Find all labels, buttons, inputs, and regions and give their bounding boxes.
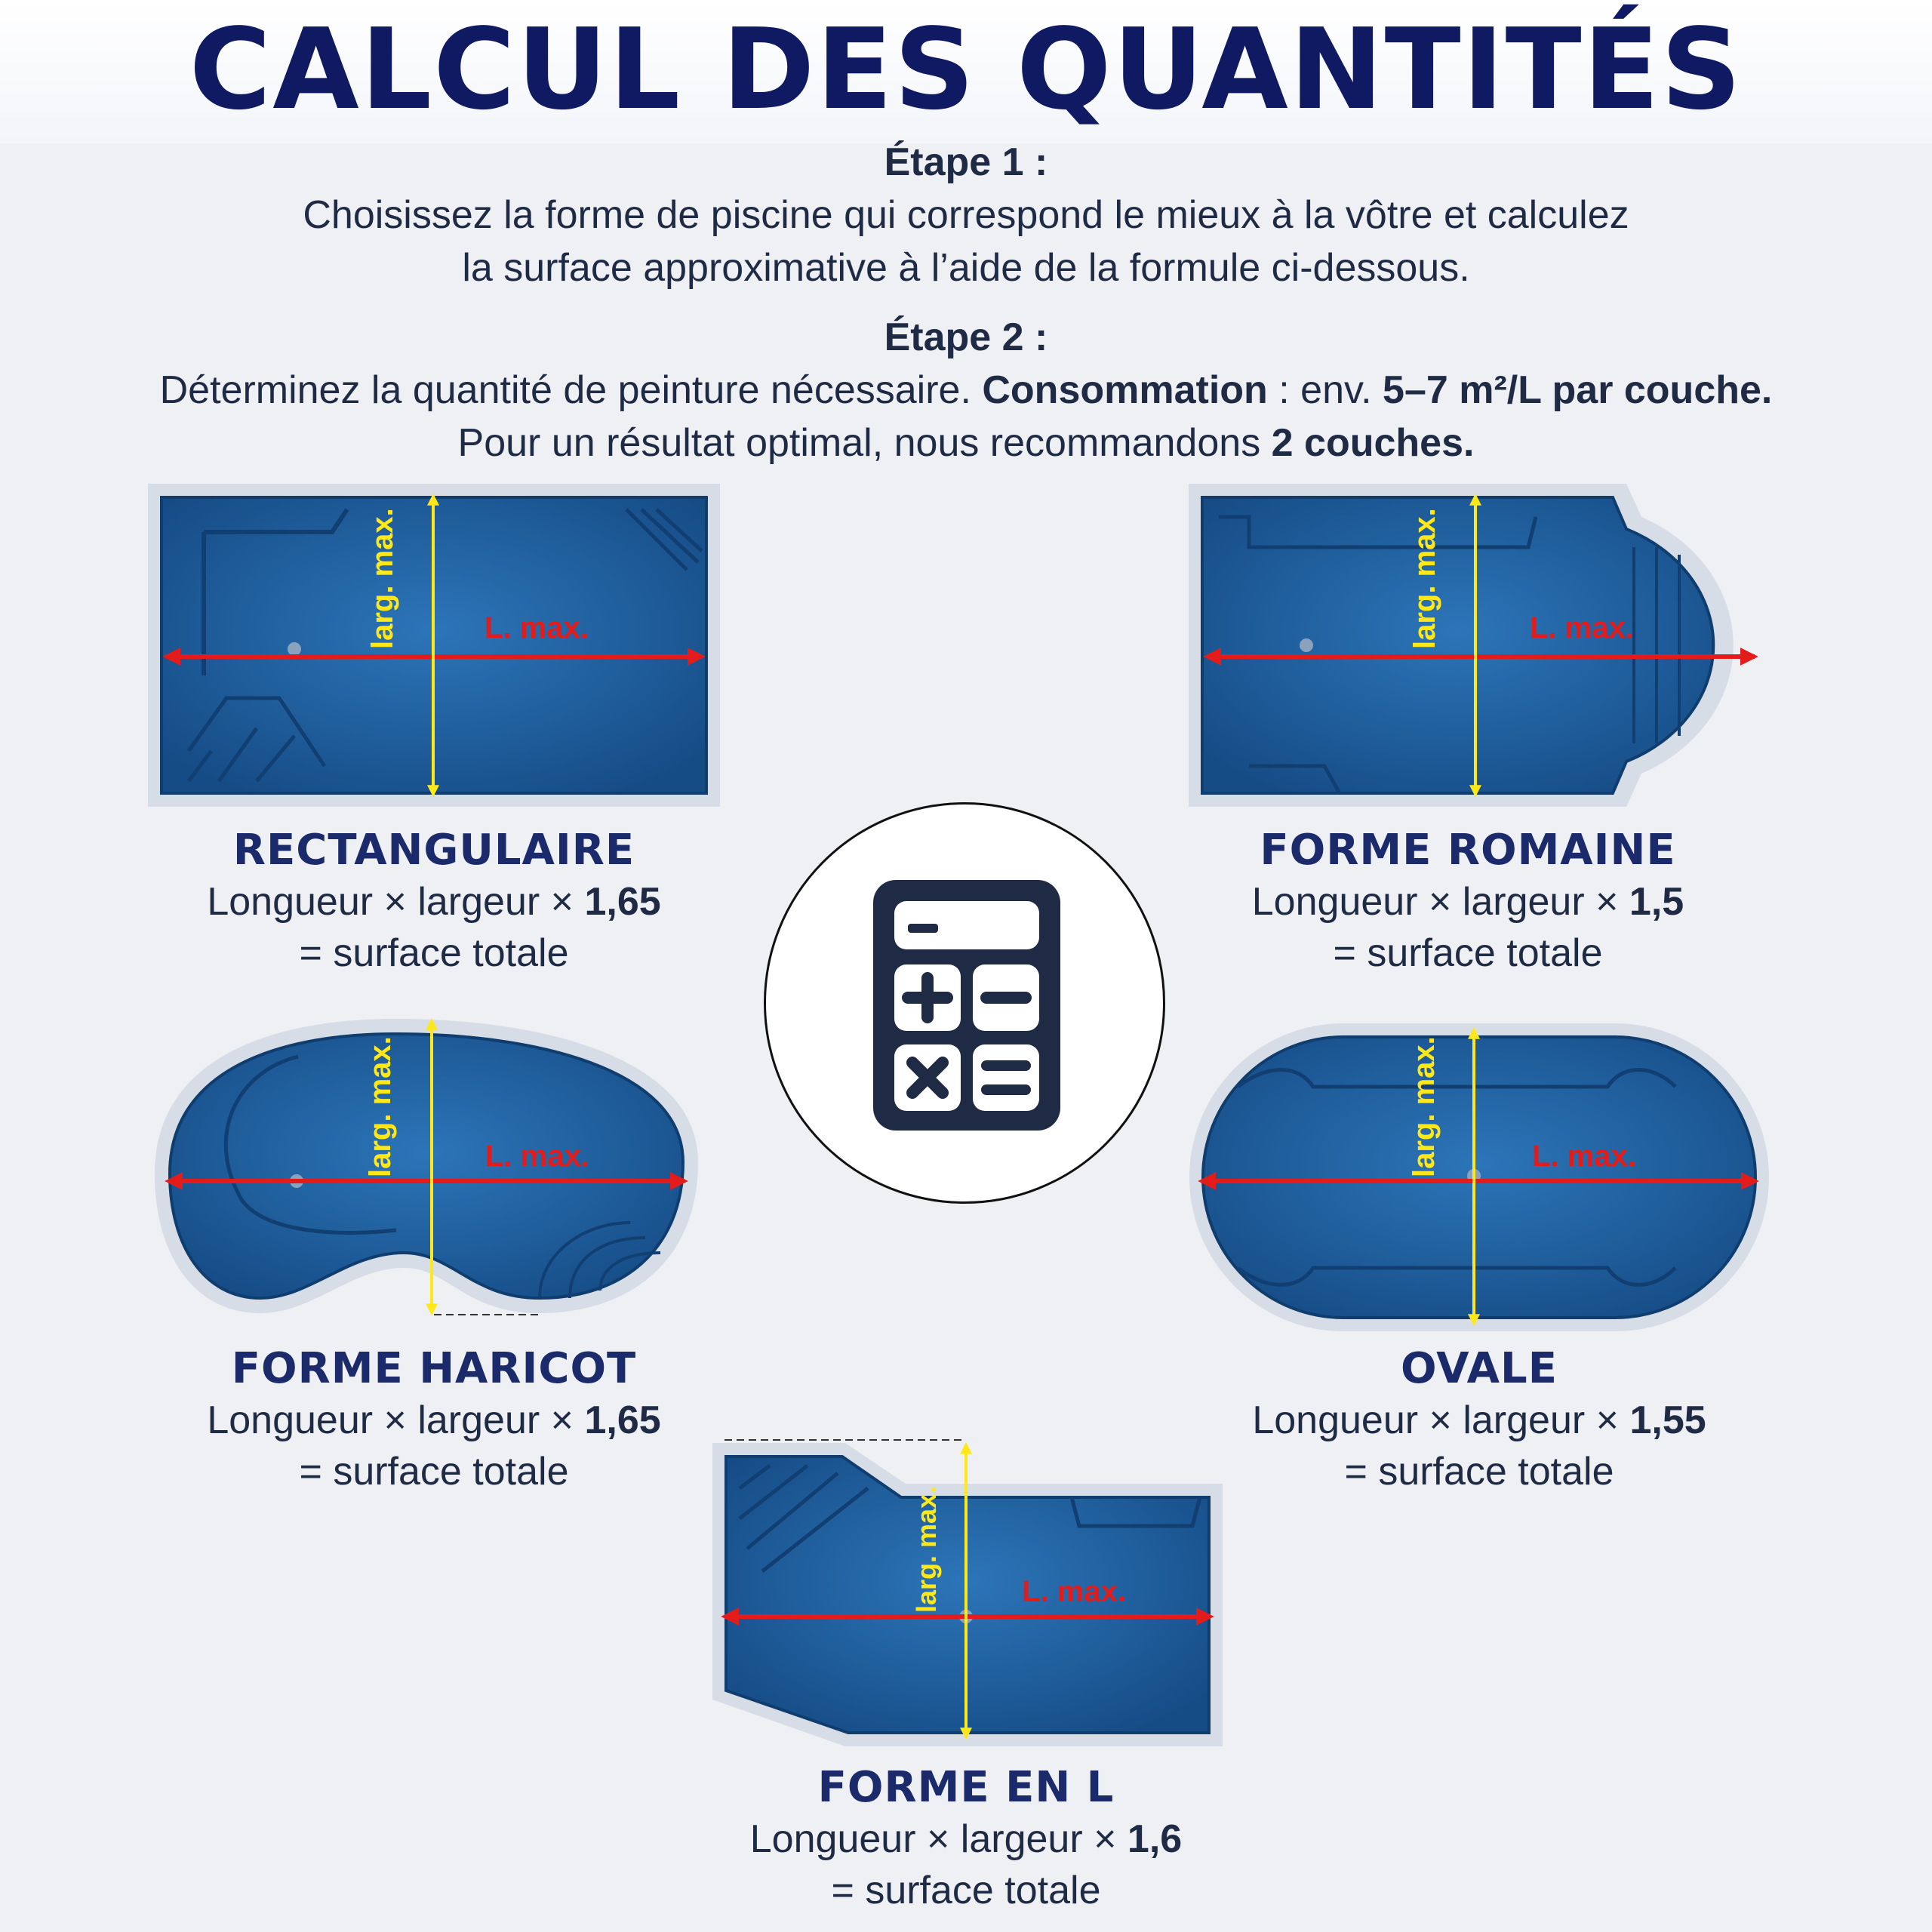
width-label: larg. max. [911, 1485, 942, 1613]
shape-result: = surface totale [299, 931, 569, 975]
width-label: larg. max. [1407, 1036, 1441, 1177]
step2-text-b: : env. [1267, 368, 1383, 412]
shape-formula [113, 1395, 755, 1446]
shape-result: = surface totale [1333, 931, 1603, 975]
step2-block [45, 311, 1887, 469]
shape-name: RECTANGULAIRE [232, 826, 635, 875]
pool-kidney [147, 1011, 706, 1321]
shape-name: FORME EN L [817, 1763, 1115, 1812]
formula-prefix: Longueur × largeur × [1251, 880, 1629, 924]
step2-bold-a: Consommation [982, 368, 1268, 412]
shape-name: FORME HARICOT [231, 1344, 637, 1393]
shape-formula [1147, 876, 1789, 928]
formula-factor: 1,65 [584, 880, 661, 924]
shape-name: FORME ROMAINE [1260, 826, 1676, 875]
shape-rectangular [113, 825, 755, 979]
width-label: larg. max. [366, 508, 399, 649]
length-label: L. max. [1532, 1140, 1636, 1173]
pool-roman [1174, 479, 1777, 811]
calculator-badge [764, 802, 1165, 1204]
formula-prefix: Longueur × largeur × [1252, 1398, 1630, 1442]
formula-factor: 1,5 [1629, 880, 1684, 924]
formula-prefix: Longueur × largeur × [207, 880, 585, 924]
shape-result: = surface totale [831, 1869, 1101, 1912]
width-label: larg. max. [364, 1036, 397, 1177]
formula-factor: 1,65 [584, 1398, 661, 1442]
length-label: L. max. [1022, 1575, 1126, 1608]
step1-line1: Choisissez la forme de piscine qui correspond le mieux à la vôtre et calculez [303, 193, 1629, 237]
step2-label: Étape 2 : [884, 315, 1048, 359]
shape-oval [1158, 1343, 1800, 1497]
formula-factor: 1,55 [1629, 1398, 1706, 1442]
step1-label: Étape 1 : [884, 140, 1048, 184]
step1-line2: la surface approximative à l’aide de la formule ci-dessous. [462, 246, 1470, 290]
pool-l-shape [709, 1435, 1230, 1752]
shape-formula [645, 1814, 1287, 1865]
formula-factor: 1,6 [1127, 1817, 1183, 1861]
step2-bold-b: 5–7 m²/L par couche. [1383, 368, 1773, 412]
length-label: L. max. [485, 611, 589, 645]
shape-l [645, 1762, 1287, 1916]
step1-block [45, 136, 1887, 294]
shape-result: = surface totale [299, 1450, 569, 1494]
shape-result: = surface totale [1344, 1450, 1614, 1494]
length-label: L. max. [1530, 611, 1634, 645]
shape-formula [113, 876, 755, 928]
shape-name: OVALE [1401, 1344, 1558, 1393]
shape-kidney [113, 1343, 755, 1497]
formula-prefix: Longueur × largeur × [749, 1817, 1128, 1861]
step2-line2 [45, 417, 1887, 469]
step2-bold-c: 2 couches. [1271, 421, 1475, 465]
shape-roman [1147, 825, 1789, 979]
page-title: CALCUL DES QUANTITÉS [189, 5, 1743, 134]
pool-rectangular [143, 479, 724, 811]
calculator-icon [870, 877, 1063, 1134]
shape-formula [1158, 1395, 1800, 1446]
length-label: L. max. [485, 1140, 589, 1173]
step2-line1 [45, 364, 1887, 417]
width-label: larg. max. [1408, 508, 1441, 649]
step2-text-a: Déterminez la quantité de peinture nécessaire. [159, 368, 983, 412]
formula-prefix: Longueur × largeur × [207, 1398, 585, 1442]
pool-oval [1185, 1019, 1774, 1336]
step2-text-c: Pour un résultat optimal, nous recommandons [457, 421, 1272, 465]
